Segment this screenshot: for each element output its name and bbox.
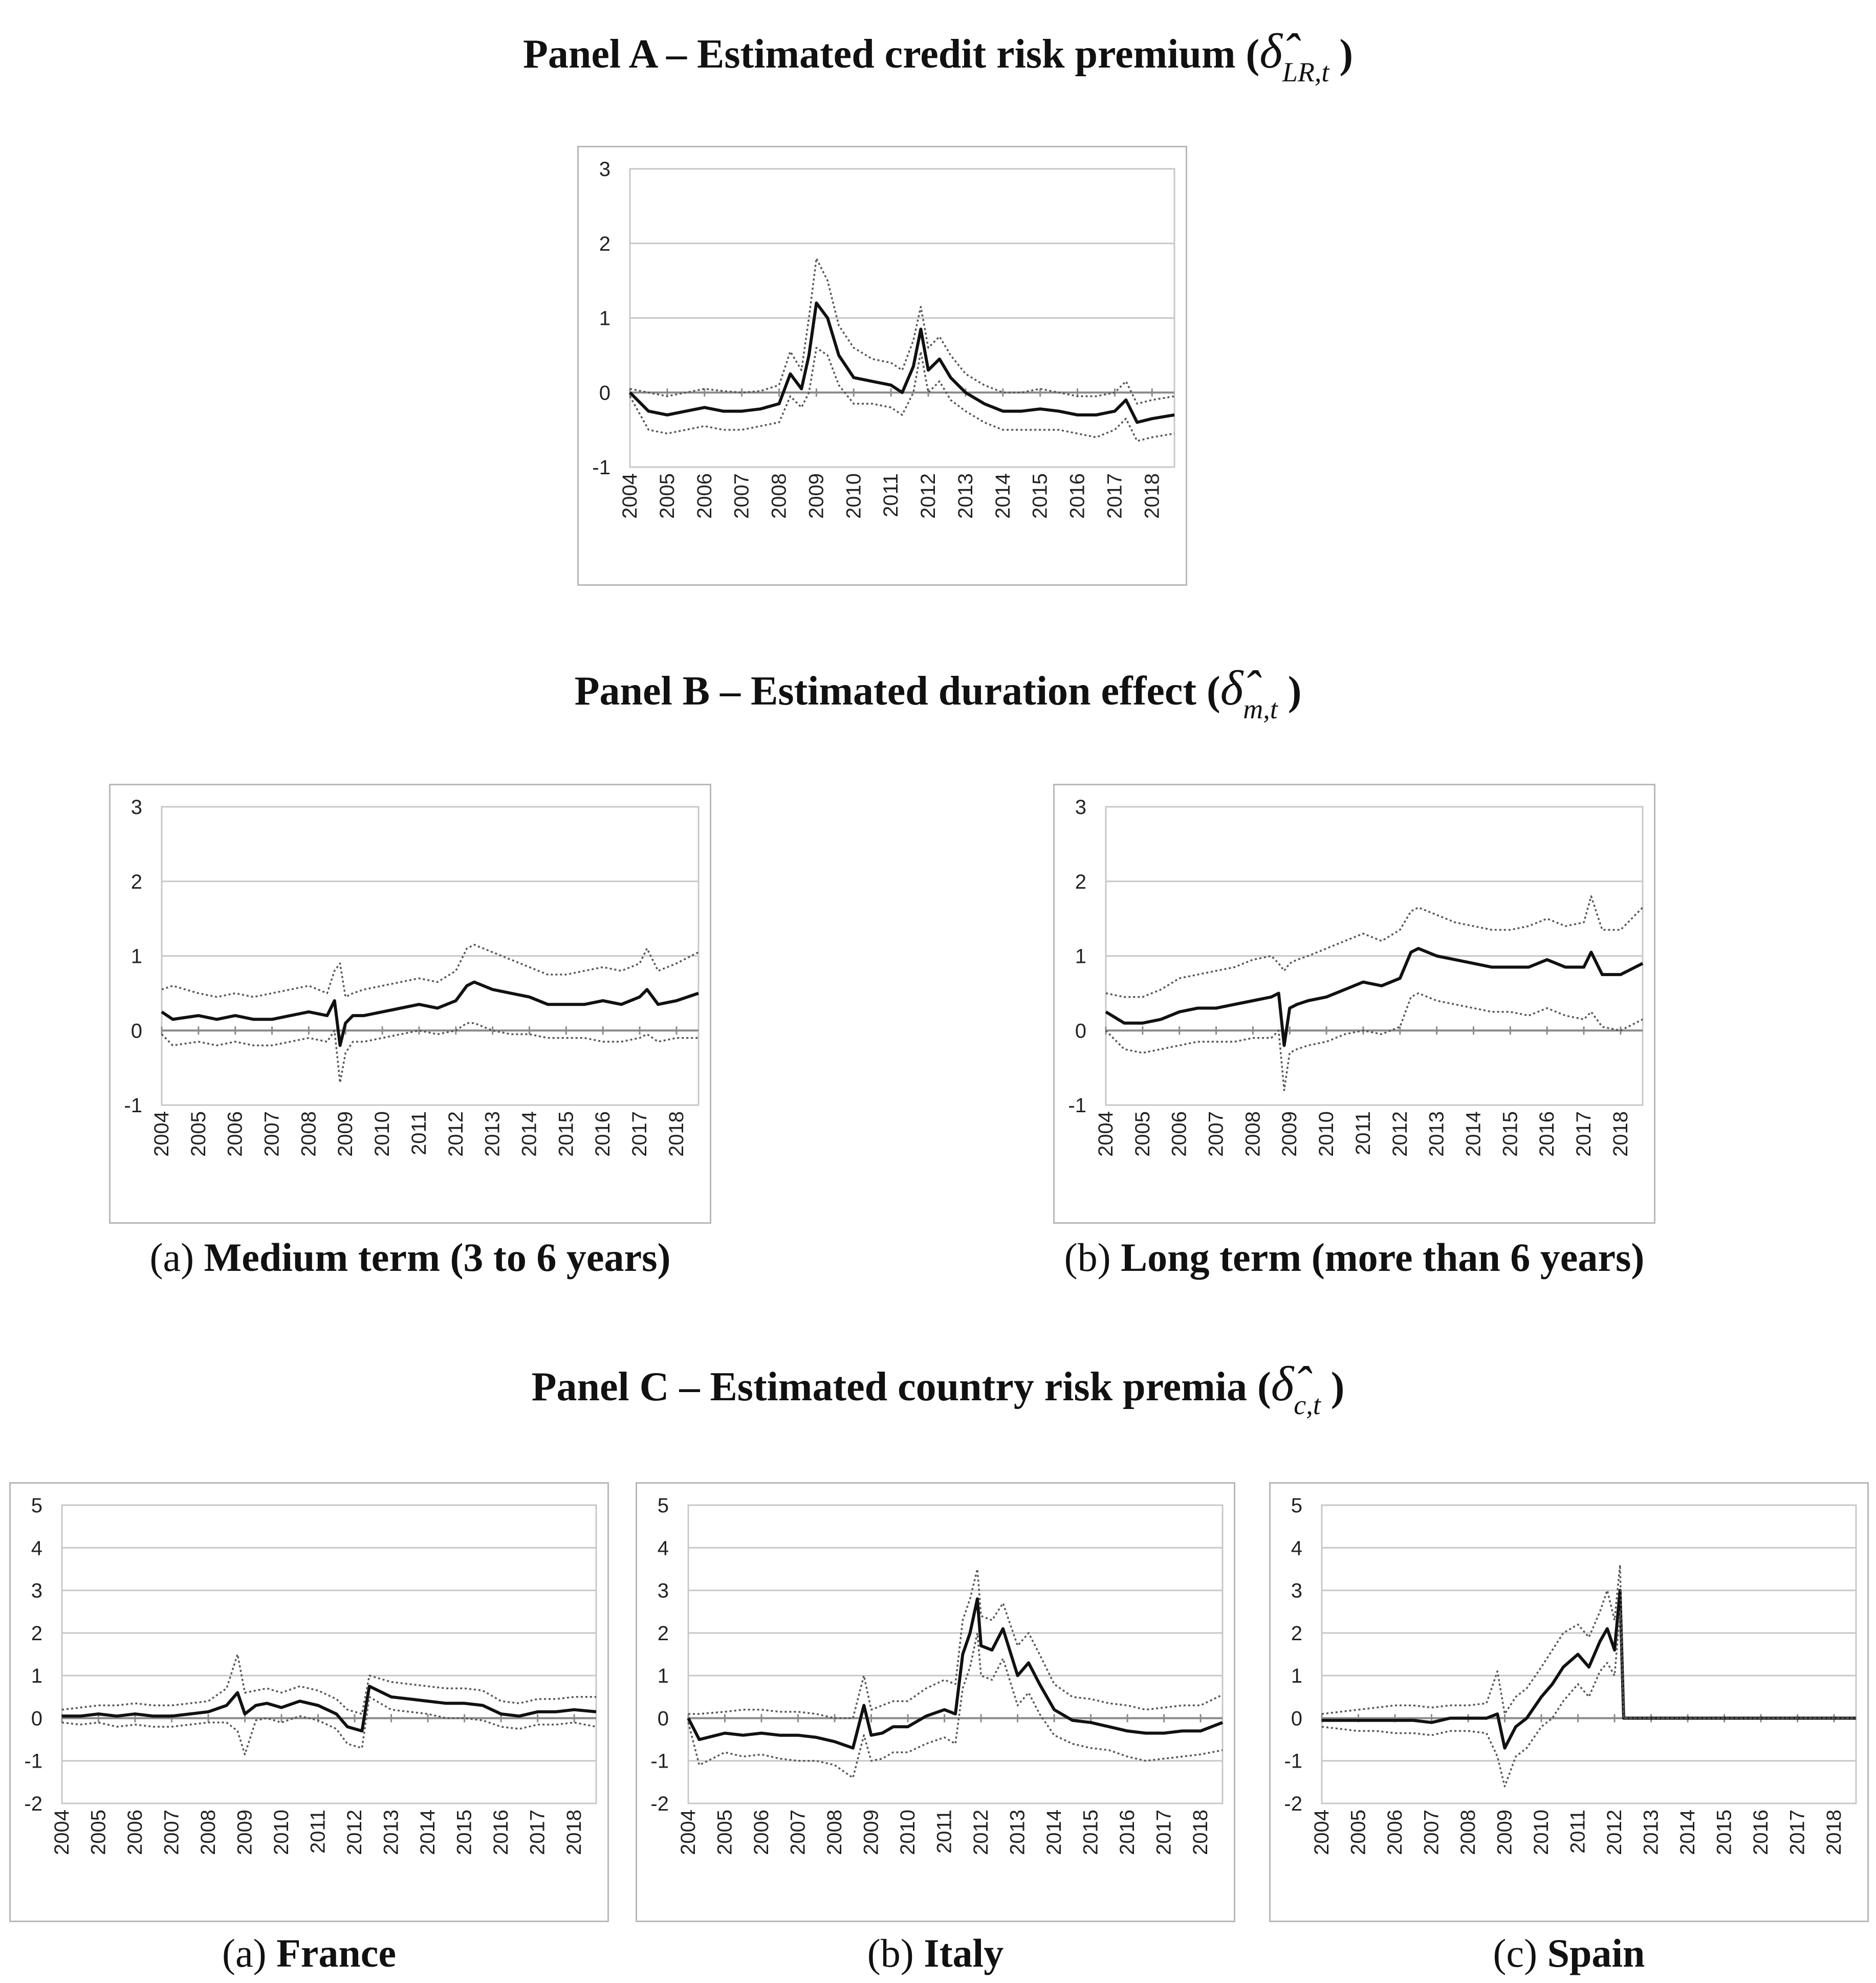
plot-area xyxy=(688,1505,1223,1803)
y-tick-label: 5 xyxy=(1291,1494,1302,1517)
x-tick-label: 2012 xyxy=(970,1810,993,1855)
x-tick-label: 2014 xyxy=(991,473,1014,519)
caption-medium-text: Medium term (3 to 6 years) xyxy=(204,1235,671,1280)
caption-medium-tag: (a) xyxy=(149,1235,194,1280)
panel-c-title xyxy=(0,1356,1876,1433)
series-line-estimate xyxy=(62,1686,596,1731)
y-tick-label: 4 xyxy=(657,1537,669,1560)
y-tick-label: -2 xyxy=(1284,1793,1302,1815)
y-tick-label: 3 xyxy=(599,158,610,181)
series-line-upper xyxy=(630,258,1174,404)
caption-spain-tag: (c) xyxy=(1493,1931,1538,1975)
chart-medium-term xyxy=(109,784,711,1224)
x-tick-label: 2017 xyxy=(1786,1810,1809,1855)
caption-long-term xyxy=(1002,1232,1707,1283)
x-tick-label: 2006 xyxy=(750,1810,773,1855)
y-tick-label: -1 xyxy=(124,1094,142,1117)
y-tick-label: 2 xyxy=(31,1622,42,1645)
y-tick-label: 5 xyxy=(657,1494,669,1517)
x-tick-label: 2009 xyxy=(860,1810,883,1855)
x-tick-label: 2015 xyxy=(1079,1810,1102,1855)
x-tick-label: 2011 xyxy=(407,1111,430,1156)
series-line-estimate xyxy=(162,982,699,1046)
y-tick-label: 4 xyxy=(31,1537,42,1560)
y-tick-label: -2 xyxy=(650,1793,669,1815)
x-tick-label: 2018 xyxy=(563,1810,586,1855)
x-tick-label: 2006 xyxy=(1384,1810,1407,1855)
y-tick-label: 1 xyxy=(657,1665,669,1688)
y-tick-label: 1 xyxy=(599,307,610,330)
x-tick-label: 2014 xyxy=(417,1810,440,1855)
x-tick-label: 2017 xyxy=(1103,473,1126,519)
x-tick-label: 2013 xyxy=(954,473,977,519)
plot-area xyxy=(62,1505,596,1803)
caption-france-text: France xyxy=(276,1931,396,1975)
chart-spain-svg xyxy=(1271,1484,1870,1924)
x-tick-label: 2012 xyxy=(444,1111,467,1157)
x-tick-label: 2013 xyxy=(1425,1111,1448,1157)
y-tick-label: -1 xyxy=(592,456,610,479)
x-tick-label: 2012 xyxy=(1603,1810,1626,1855)
x-tick-label: 2016 xyxy=(1116,1810,1139,1855)
x-tick-label: 2012 xyxy=(917,473,940,519)
x-tick-label: 2017 xyxy=(628,1111,651,1157)
x-tick-label: 2006 xyxy=(124,1810,147,1855)
x-tick-label: 2014 xyxy=(518,1111,541,1157)
x-tick-label: 2015 xyxy=(453,1810,476,1855)
x-tick-label: 2004 xyxy=(619,473,641,519)
y-tick-label: 0 xyxy=(599,382,610,405)
x-tick-label: 2007 xyxy=(1205,1111,1228,1157)
y-tick-label: -1 xyxy=(650,1750,669,1773)
x-tick-label: 2004 xyxy=(1311,1810,1333,1855)
y-tick-label: 4 xyxy=(1291,1537,1302,1560)
y-tick-label: 3 xyxy=(1075,796,1086,819)
y-tick-label: 2 xyxy=(1075,870,1086,893)
y-tick-label: 3 xyxy=(1291,1579,1302,1602)
x-tick-label: 2007 xyxy=(730,473,753,519)
x-tick-label: 2008 xyxy=(1457,1810,1480,1855)
series-line-lower xyxy=(630,348,1174,441)
y-tick-label: 1 xyxy=(130,945,142,968)
y-tick-label: 1 xyxy=(1075,945,1086,968)
x-tick-label: 2014 xyxy=(1043,1810,1066,1855)
panel-c-title-text: Panel C – Estimated country risk premia ( xyxy=(531,1364,1271,1409)
y-tick-label: 0 xyxy=(1075,1020,1086,1043)
x-tick-label: 2012 xyxy=(1388,1111,1411,1157)
x-tick-label: 2014 xyxy=(1462,1111,1485,1157)
x-tick-label: 2016 xyxy=(490,1810,513,1855)
caption-italy-text: Italy xyxy=(924,1931,1004,1975)
panel-b-title-text: Panel B – Estimated duration effect ( xyxy=(574,669,1220,714)
x-tick-label: 2010 xyxy=(270,1810,293,1855)
chart-credit-risk xyxy=(577,146,1187,586)
x-tick-label: 2005 xyxy=(713,1810,736,1855)
chart-france-svg xyxy=(11,1484,610,1924)
x-tick-label: 2015 xyxy=(555,1111,578,1157)
x-tick-label: 2006 xyxy=(224,1111,247,1157)
x-tick-label: 2011 xyxy=(307,1810,330,1854)
y-tick-label: 1 xyxy=(1291,1665,1302,1688)
series-line-lower xyxy=(62,1697,596,1754)
series-line-lower xyxy=(162,1023,699,1083)
x-tick-label: 2011 xyxy=(880,473,903,518)
y-tick-label: 2 xyxy=(599,232,610,255)
y-tick-label: -1 xyxy=(24,1750,42,1773)
x-tick-label: 2016 xyxy=(592,1111,615,1157)
x-tick-label: 2017 xyxy=(1573,1111,1596,1157)
x-tick-label: 2004 xyxy=(677,1810,700,1855)
caption-italy-tag: (b) xyxy=(867,1931,914,1975)
y-tick-label: -2 xyxy=(24,1793,42,1815)
x-tick-label: 2018 xyxy=(1609,1111,1632,1157)
x-tick-label: 2018 xyxy=(665,1111,688,1157)
x-tick-label: 2004 xyxy=(51,1810,73,1855)
x-tick-label: 2013 xyxy=(481,1111,504,1157)
x-tick-label: 2007 xyxy=(1420,1810,1443,1855)
x-tick-label: 2017 xyxy=(526,1810,549,1855)
x-tick-label: 2008 xyxy=(1241,1111,1264,1157)
x-tick-label: 2015 xyxy=(1713,1810,1736,1855)
x-tick-label: 2007 xyxy=(260,1111,283,1157)
x-tick-label: 2018 xyxy=(1141,473,1164,519)
panel-a-subscript: LR,t xyxy=(1282,57,1329,87)
series-line-upper xyxy=(1106,896,1643,997)
y-tick-label: 0 xyxy=(657,1707,669,1730)
caption-long-text: Long term (more than 6 years) xyxy=(1121,1235,1645,1280)
x-tick-label: 2014 xyxy=(1676,1810,1699,1855)
x-tick-label: 2018 xyxy=(1189,1810,1212,1855)
x-tick-label: 2016 xyxy=(1536,1111,1559,1157)
x-tick-label: 2010 xyxy=(1315,1111,1338,1157)
x-tick-label: 2007 xyxy=(787,1810,810,1855)
series-line-estimate xyxy=(1322,1591,1856,1748)
x-tick-label: 2008 xyxy=(297,1111,320,1157)
series-line-upper xyxy=(162,945,699,997)
panel-c-close: ) xyxy=(1330,1364,1345,1409)
caption-medium-term xyxy=(109,1232,711,1283)
caption-france-tag: (a) xyxy=(222,1931,267,1975)
y-tick-label: 5 xyxy=(31,1494,42,1517)
y-tick-label: -1 xyxy=(1284,1750,1302,1773)
x-tick-label: 2009 xyxy=(1493,1810,1516,1855)
x-tick-label: 2005 xyxy=(187,1111,210,1157)
y-tick-label: 0 xyxy=(31,1707,42,1730)
x-tick-label: 2009 xyxy=(233,1810,256,1855)
x-tick-label: 2008 xyxy=(768,473,791,519)
x-tick-label: 2004 xyxy=(150,1111,173,1157)
x-tick-label: 2015 xyxy=(1499,1111,1522,1157)
y-tick-label: 3 xyxy=(130,796,142,819)
x-tick-label: 2015 xyxy=(1029,473,1052,519)
x-tick-label: 2010 xyxy=(897,1810,920,1855)
x-tick-label: 2013 xyxy=(380,1810,403,1855)
caption-italy xyxy=(636,1928,1235,1979)
caption-france xyxy=(9,1928,609,1979)
x-tick-label: 2018 xyxy=(1823,1810,1846,1855)
caption-long-tag: (b) xyxy=(1064,1235,1111,1280)
x-tick-label: 2008 xyxy=(823,1810,846,1855)
delta-hat-symbol: δ̂ xyxy=(1220,660,1244,715)
chart-italy xyxy=(636,1482,1235,1922)
y-tick-label: 2 xyxy=(657,1622,669,1645)
chart-france xyxy=(9,1482,609,1922)
x-tick-label: 2009 xyxy=(805,473,828,519)
chart-credit-risk-svg xyxy=(579,147,1189,587)
x-tick-label: 2006 xyxy=(1168,1111,1191,1157)
chart-long-term xyxy=(1053,784,1655,1224)
x-tick-label: 2012 xyxy=(343,1810,366,1855)
panel-a-title xyxy=(0,23,1876,100)
panel-b-close: ) xyxy=(1288,669,1302,714)
caption-spain xyxy=(1269,1928,1869,1979)
chart-italy-svg xyxy=(637,1484,1237,1924)
x-tick-label: 2010 xyxy=(371,1111,394,1157)
delta-hat-symbol: δ̂ xyxy=(1259,24,1282,78)
caption-spain-text: Spain xyxy=(1547,1931,1645,1975)
y-tick-label: 0 xyxy=(130,1020,142,1043)
x-tick-label: 2006 xyxy=(693,473,716,519)
plot-area xyxy=(1322,1505,1856,1803)
panel-b-subscript: m,t xyxy=(1243,694,1278,724)
series-line-estimate xyxy=(688,1599,1223,1748)
series-line-lower xyxy=(1106,993,1643,1090)
x-tick-label: 2010 xyxy=(1530,1810,1553,1855)
x-tick-label: 2005 xyxy=(87,1810,110,1855)
y-tick-label: 2 xyxy=(1291,1622,1302,1645)
y-tick-label: 3 xyxy=(657,1579,669,1602)
panel-b-title xyxy=(0,660,1876,737)
x-tick-label: 2011 xyxy=(1566,1810,1589,1854)
panel-c-subscript: c,t xyxy=(1294,1390,1321,1420)
y-tick-label: -1 xyxy=(1068,1094,1086,1117)
x-tick-label: 2005 xyxy=(1131,1111,1154,1157)
x-tick-label: 2005 xyxy=(1347,1810,1370,1855)
delta-hat-symbol: δ̂ xyxy=(1271,1356,1294,1411)
x-tick-label: 2013 xyxy=(1006,1810,1029,1855)
series-line-upper xyxy=(688,1569,1223,1718)
x-tick-label: 2011 xyxy=(1351,1111,1375,1156)
x-tick-label: 2008 xyxy=(197,1810,220,1855)
y-tick-label: 3 xyxy=(31,1579,42,1602)
chart-long-term-svg xyxy=(1055,785,1657,1225)
panel-a-close: ) xyxy=(1339,32,1353,77)
x-tick-label: 2013 xyxy=(1640,1810,1663,1855)
x-tick-label: 2009 xyxy=(334,1111,357,1157)
x-tick-label: 2017 xyxy=(1152,1810,1175,1855)
x-tick-label: 2007 xyxy=(160,1810,183,1855)
x-tick-label: 2011 xyxy=(933,1810,956,1854)
y-tick-label: 2 xyxy=(130,870,142,893)
chart-medium-term-svg xyxy=(111,785,713,1225)
series-line-upper xyxy=(62,1655,596,1714)
series-line-estimate xyxy=(630,303,1174,422)
y-tick-label: 0 xyxy=(1291,1707,1302,1730)
y-tick-label: 1 xyxy=(31,1665,42,1688)
x-tick-label: 2016 xyxy=(1066,473,1089,519)
x-tick-label: 2005 xyxy=(656,473,679,519)
x-tick-label: 2004 xyxy=(1095,1111,1117,1157)
x-tick-label: 2016 xyxy=(1750,1810,1773,1855)
panel-a-title-text: Panel A – Estimated credit risk premium ( xyxy=(523,32,1260,77)
x-tick-label: 2009 xyxy=(1278,1111,1301,1157)
x-tick-label: 2010 xyxy=(842,473,865,519)
chart-spain xyxy=(1269,1482,1869,1922)
